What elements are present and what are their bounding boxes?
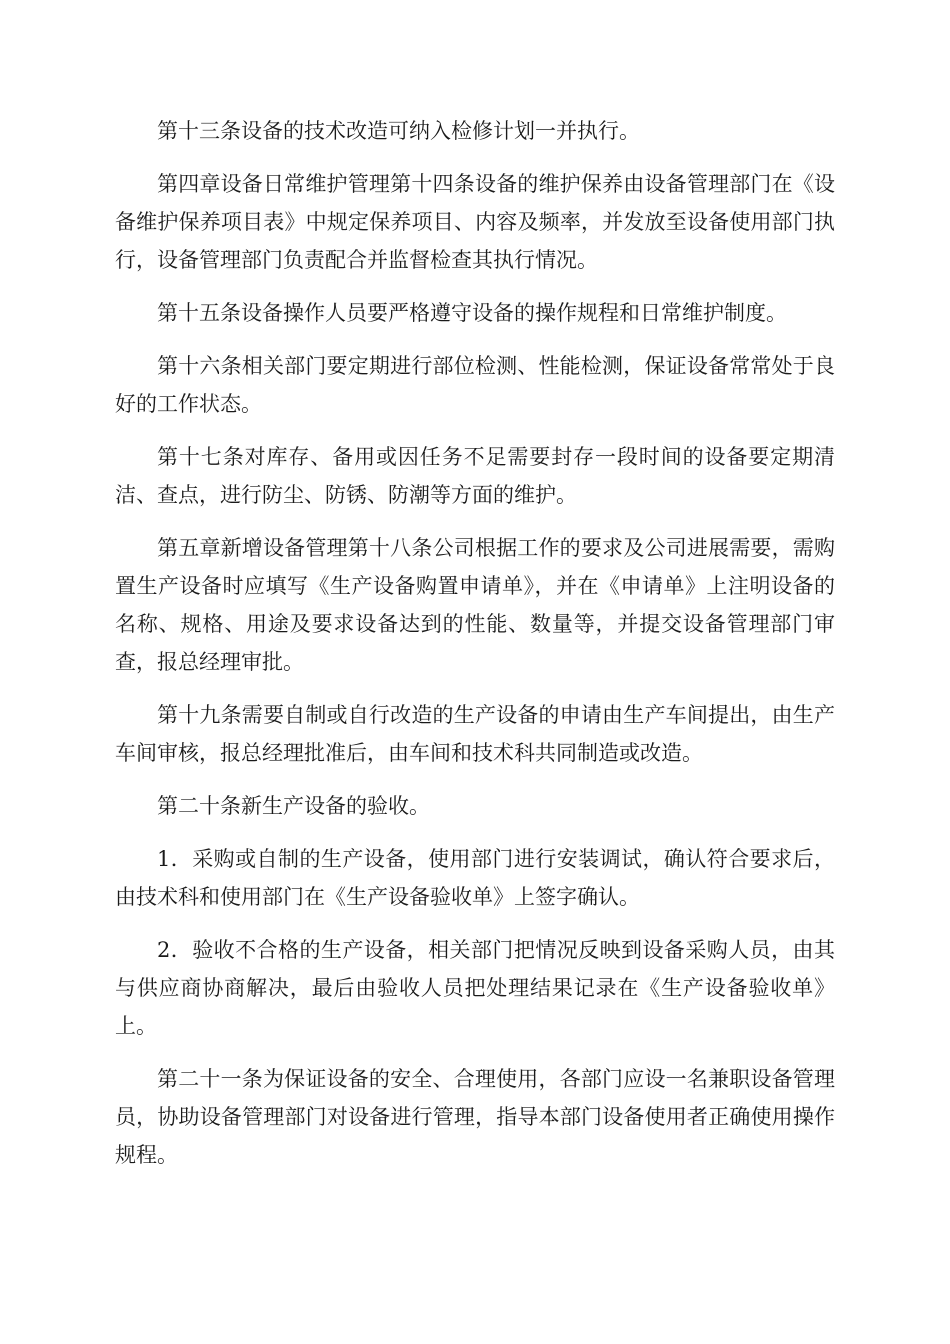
paragraph-7: 第十九条需要自制或自行改造的生产设备的申请由生产车间提出，由生产车间审核，报总经理批准后，由车间和技术科共同制造或改造。 bbox=[115, 703, 835, 765]
paragraph-4: 第十六条相关部门要定期进行部位检测、性能检测，保证设备常常处于良好的工作状态。 bbox=[115, 354, 835, 416]
paragraph-11: 第二十一条为保证设备的安全、合理使用，各部门应设一名兼职设备管理员，协助设备管理部门对设备进行管理，指导本部门设备使用者正确使用操作规程。 bbox=[115, 1067, 835, 1167]
document-body bbox=[115, 112, 835, 1189]
paragraph-9: 1．采购或自制的生产设备，使用部门进行安装调试，确认符合要求后，由技术科和使用部门在《生产设备验收单》上签字确认。 bbox=[115, 847, 835, 909]
paragraph-1: 第十三条设备的技术改造可纳入检修计划一并执行。 bbox=[157, 119, 640, 143]
paragraph-5: 第十七条对库存、备用或因任务不足需要封存一段时间的设备要定期清洁、查点，进行防尘、防锈、防潮等方面的维护。 bbox=[115, 445, 835, 507]
paragraph-3: 第十五条设备操作人员要严格遵守设备的操作规程和日常维护制度。 bbox=[157, 301, 787, 325]
paragraph-8: 第二十条新生产设备的验收。 bbox=[157, 794, 430, 818]
paragraph-10: 2．验收不合格的生产设备，相关部门把情况反映到设备采购人员，由其与供应商协商解决，最后由验收人员把处理结果记录在《生产设备验收单》上。 bbox=[115, 938, 835, 1038]
paragraph-6: 第五章新增设备管理第十八条公司根据工作的要求及公司进展需要，需购置生产设备时应填写《生产设备购置申请单》，并在《申请单》上注明设备的名称、规格、用途及要求设备达到的性能、数量等，并提交设备管理部门审查，报总经理审批。 bbox=[115, 536, 835, 674]
paragraph-2: 第四章设备日常维护管理第十四条设备的维护保养由设备管理部门在《设备维护保养项目表》中规定保养项目、内容及频率，并发放至设备使用部门执行，设备管理部门负责配合并监督检查其执行情况。 bbox=[115, 172, 835, 272]
